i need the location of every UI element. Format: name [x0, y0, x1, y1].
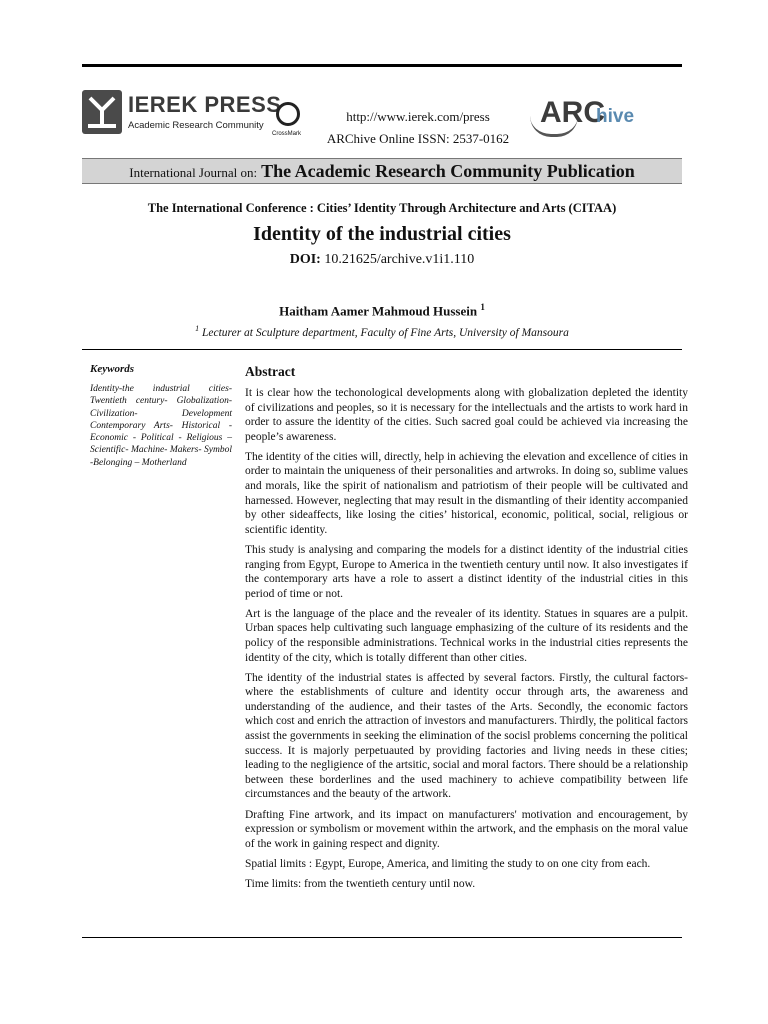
doi-line: [82, 252, 682, 268]
keywords-text: Identity-the industrial cities- Twentieth century- Globalization- Civilization- Development Contemporary Arts- Historical - Economic - Political - Religious – Scientific- Machine- Makers- Symbol -Belonging – Motherland: [90, 384, 232, 468]
abstract-paragraph: Time limits: from the twentieth century until now.: [245, 877, 476, 890]
abstract-heading: Abstract: [245, 364, 296, 379]
doi-value[interactable]: 10.21625/archive.v1i1.110: [324, 252, 475, 267]
abstract-paragraph: The identity of the industrial states is affected by several factors. Firstly, the cultural factors- where the establishments of culture and identity occur through arts, the awareness and understanding of the audience, and their tastes of the Arts. Secondly, the economic factors which cost and enrich the attraction of investors and manufacturers. Thirdly, the political factors assist the governments in seeking the elimination of the socisl problems concerning the political success. It is majorly perpetuauted by providing factories and living needs in these cities; leading to the negligience of the artsitic, social and moral factors. There should be a relationship between these borderlines and the used machinery to achieve compatibility between life circumstances and the beauty of the artwork.: [245, 671, 688, 801]
author-superscript: 1: [480, 302, 485, 312]
abstract-paragraph: Art is the language of the place and the revealer of its identity. Statues in squares are a pulpit. Urban spaces help cultivating such language emphasizing of the culture of its residents and the policy of the responsible administrations. Technical works in the industrial cities represents the identity of the city, which is totally different than other cities.: [245, 607, 688, 664]
journal-name: The Academic Research Community Publication: [261, 161, 635, 181]
archive-logo: [530, 92, 682, 140]
conference-title: The International Conference : Cities’ Identity Through Architecture and Arts (CITAA): [147, 201, 617, 215]
journal-prefix: International Journal on:: [129, 165, 258, 180]
keywords-column: [90, 363, 232, 469]
ierek-press-name: IEREK PRESS: [128, 92, 282, 117]
abstract-paragraph: This study is analysing and comparing the models for a distinct identity of the industrial cities ranging from Egypt, Europe to America in the twentieth century until now. It also investigates if the contemporary arts have a role to assert a distinct identity of the industrial cities in this period of time or not.: [245, 543, 688, 600]
keywords-heading: Keywords: [90, 363, 134, 375]
author-affiliation: [82, 324, 682, 339]
top-rule: [82, 64, 682, 67]
doi-label: DOI:: [289, 252, 321, 267]
author-name: [82, 302, 682, 319]
abstract-paragraph: Drafting Fine artwork, and its impact on manufacturers' motivation and encouragement, by expression or symbolism or movement within the artwork, and the emphasis on the moral value of the work in gaining respect and dignity.: [245, 808, 688, 850]
abstract-paragraph: It is clear how the techonological developments along with globalization depleted the identity of civilizations and peoples, so it is necessary for the intellectuals and the artists to work hard in order to assure the identity of the cities. Such sacred goal could be achieved via increasing the people’s awareness.: [245, 387, 688, 443]
section-rule: [82, 349, 682, 350]
abstract-paragraph: The identity of the cities will, directly, help in achieving the elevation and excellence of cities in order to maintain the uniqueness of their personalities and artwroks. In doing so, sublime values and morals, like the spirit of nationalism and patriotism of their people will be cultivated and harnessed. However, neglecting that may result in the dismantling of their identity accompanied by other sideaffects, like losing the cities’ historical, economic, political, social, religious or scientific identity.: [245, 450, 688, 536]
masthead: [82, 80, 682, 152]
crossmark-icon: [276, 102, 300, 126]
abstract-paragraph: Spatial limits : Egypt, Europe, America, and limiting the study to on one city from each.: [245, 857, 651, 870]
issn-text: ARChive Online ISSN: 2537-0162: [326, 131, 510, 146]
abstract-column: [245, 364, 688, 897]
crossmark-logo[interactable]: [272, 102, 306, 146]
ierek-press-subtitle: Academic Research Community: [128, 120, 264, 131]
affiliation-text: Lecturer at Sculpture department, Faculty of Fine Arts, University of Mansoura: [202, 326, 569, 339]
author-text: Haitham Aamer Mahmoud Hussein: [279, 303, 478, 319]
paper-title: Identity of the industrial cities: [253, 223, 511, 245]
header-links: [318, 106, 518, 150]
archive-logo-ar: ARC: [540, 96, 605, 129]
press-url-link[interactable]: http://www.ierek.com/press: [346, 109, 490, 124]
ierek-press-logo: [82, 90, 282, 140]
crossmark-label: CrossMark: [272, 131, 302, 137]
affiliation-superscript: 1: [195, 324, 200, 333]
bottom-rule: [82, 937, 682, 938]
ierek-mark-icon: [82, 90, 122, 134]
archive-logo-chive: hive: [596, 106, 635, 127]
journal-band: [82, 158, 682, 184]
